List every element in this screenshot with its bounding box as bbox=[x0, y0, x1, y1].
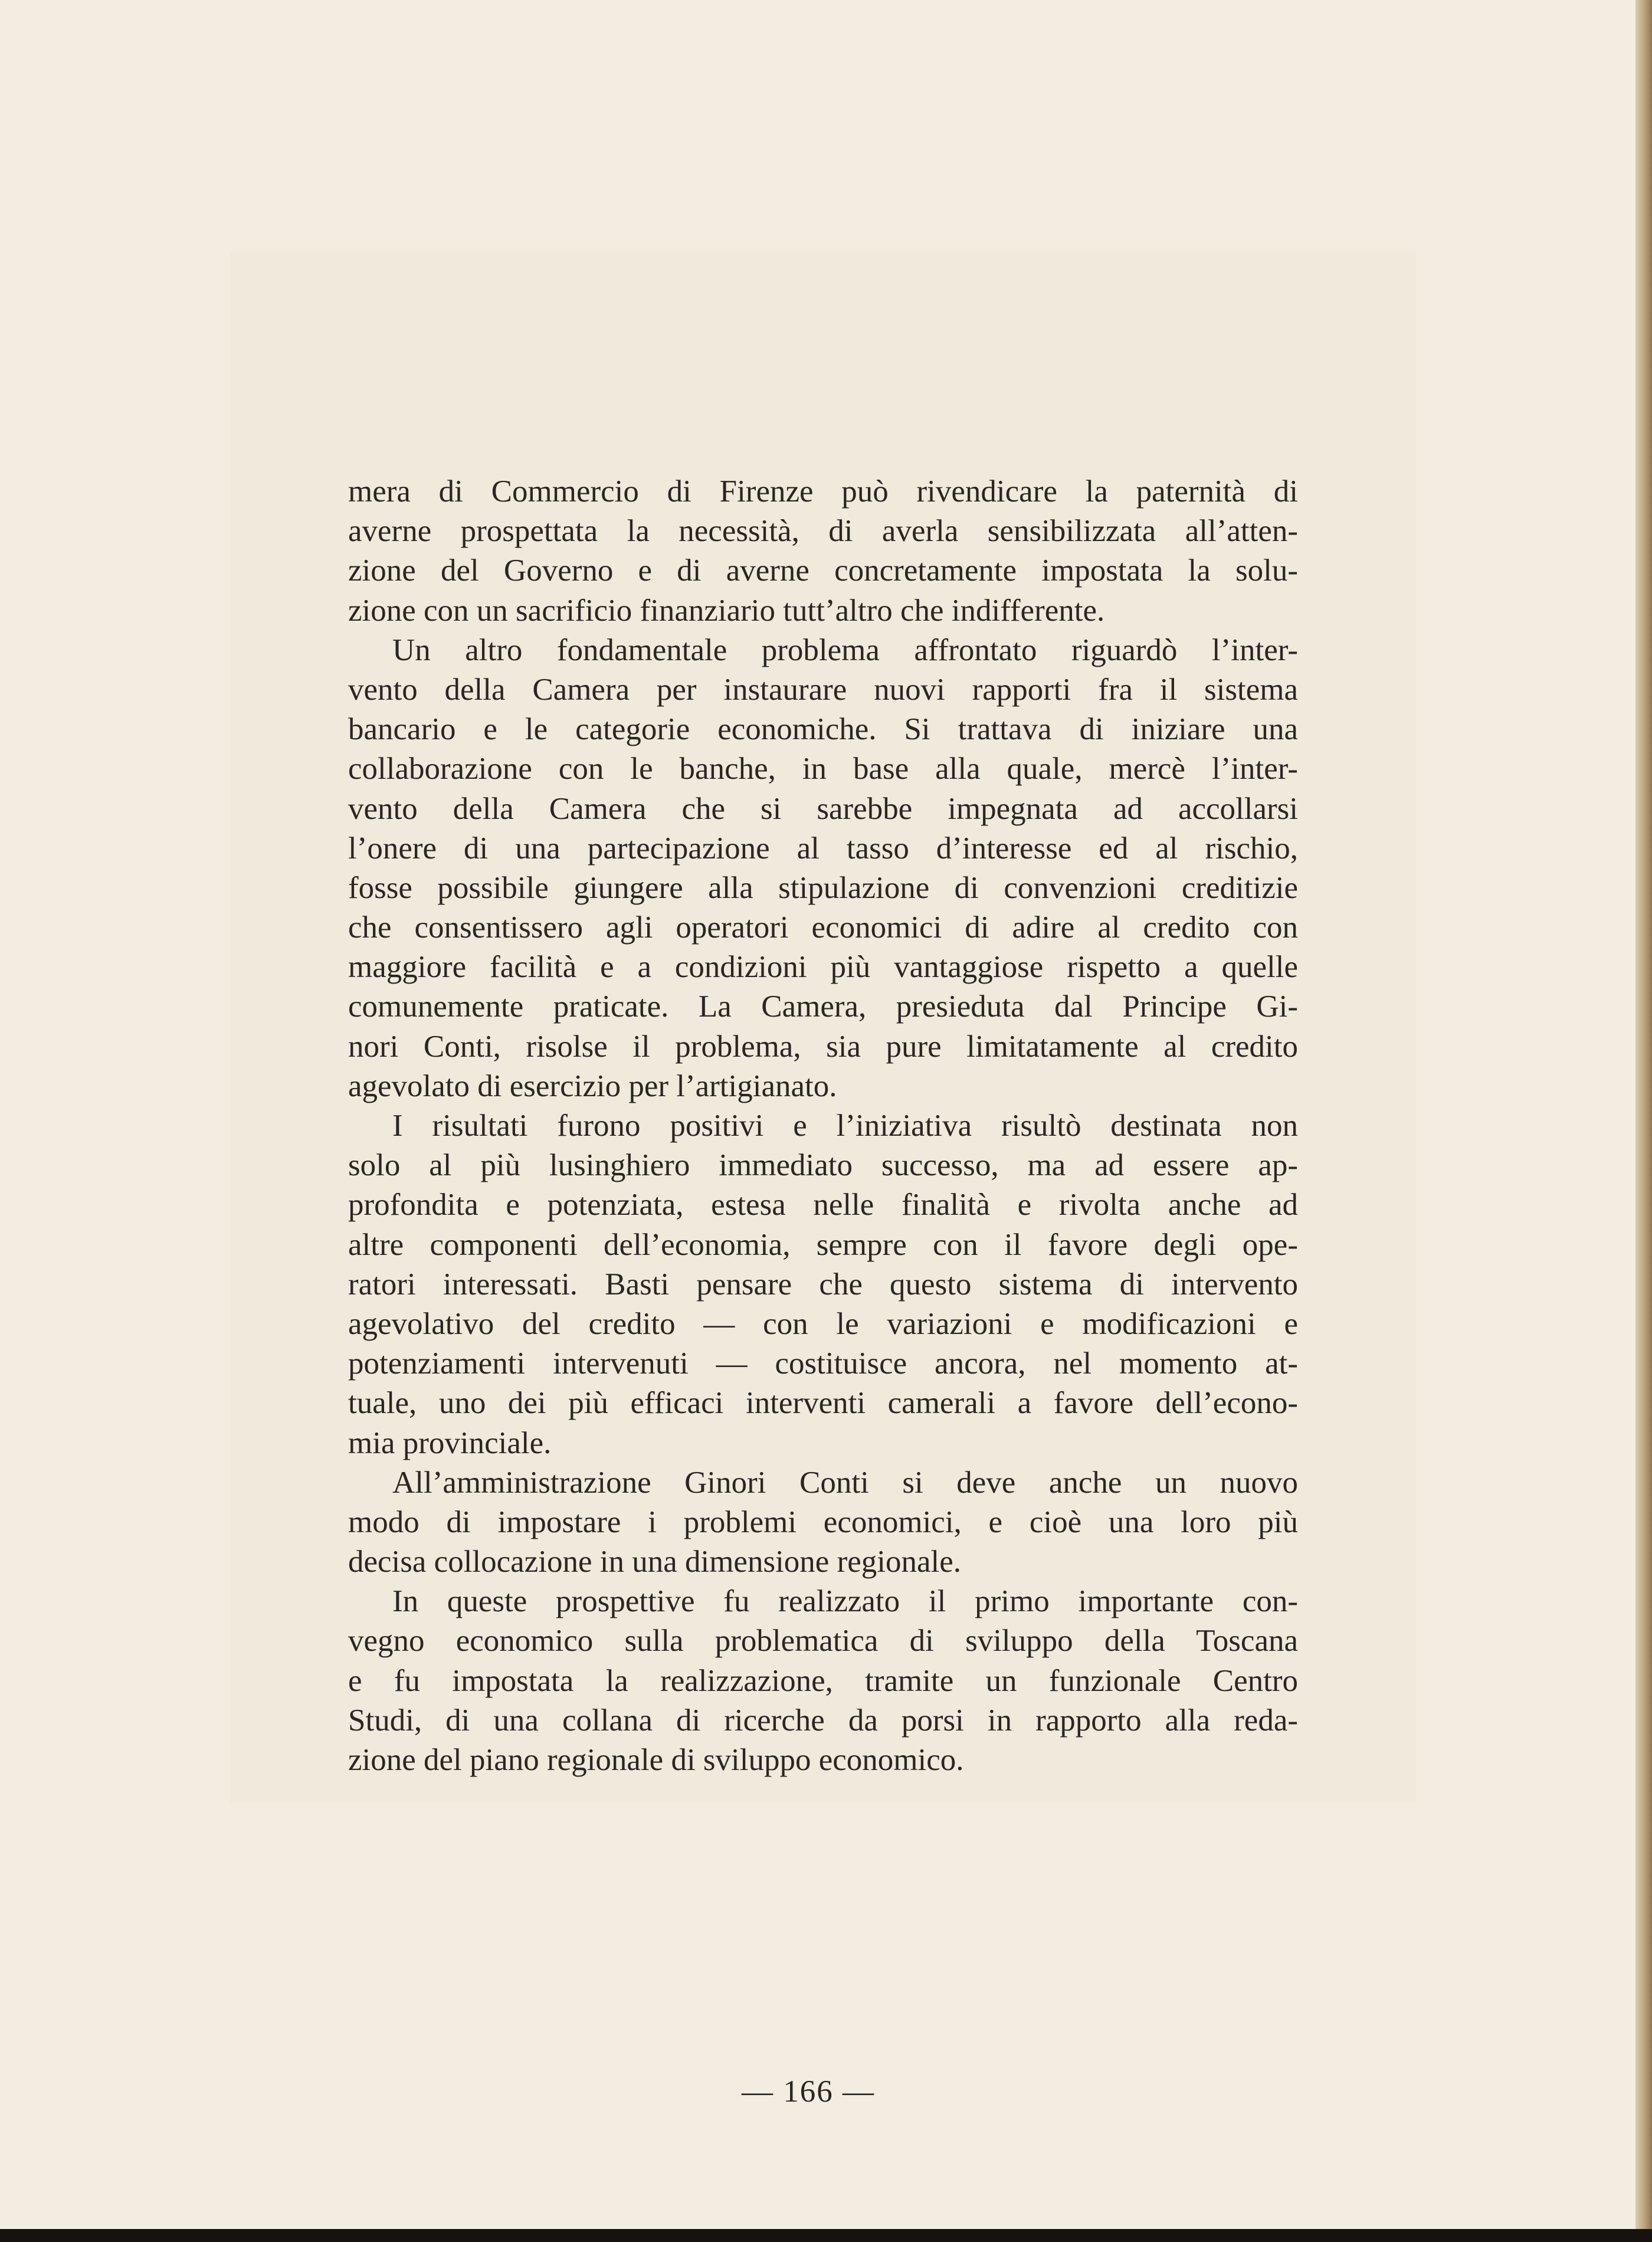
text-line: bancario e le categorie economiche. Si trattava di iniziare una bbox=[348, 712, 1298, 747]
scan-border bbox=[0, 2229, 1652, 2242]
text-line: averne prospettata la necessità, di averla sensibilizzata all’atten- bbox=[348, 514, 1298, 549]
page-number: — 166 — bbox=[742, 2074, 875, 2109]
text-line: ratori interessati. Basti pensare che questo sistema di intervento bbox=[348, 1267, 1298, 1302]
text-line: altre componenti dell’economia, sempre con il favore degli ope- bbox=[348, 1227, 1298, 1262]
paragraph bbox=[348, 1582, 1298, 1780]
text-line: che consentissero agli operatori economici di adire al credito con bbox=[348, 910, 1298, 945]
text-line: solo al più lusinghiero immediato successo, ma ad essere ap- bbox=[348, 1148, 1298, 1183]
text-line: In queste prospettive fu realizzato il primo importante con- bbox=[392, 1584, 1298, 1619]
text-line: All’amministrazione Ginori Conti si deve anche un nuovo bbox=[392, 1465, 1298, 1500]
text-line: l’onere di una partecipazione al tasso d’interesse ed al rischio, bbox=[348, 831, 1298, 866]
text-line: zione con un sacrificio finanziario tutt’altro che indifferente. bbox=[348, 593, 1105, 628]
paragraph bbox=[348, 472, 1298, 631]
text-line: I risultati furono positivi e l’iniziativa risultò destinata non bbox=[392, 1109, 1298, 1143]
text-line: profondita e potenziata, estesa nelle finalità e rivolta anche ad bbox=[348, 1188, 1298, 1222]
text-line: maggiore facilità e a condizioni più vantaggiose rispetto a quelle bbox=[348, 950, 1298, 985]
text-line: fosse possibile giungere alla stipulazione di convenzioni creditizie bbox=[348, 870, 1298, 905]
text-line: vento della Camera per instaurare nuovi rapporti fra il sistema bbox=[348, 672, 1298, 707]
text-line: mera di Commercio di Firenze può rivendicare la paternità di bbox=[348, 474, 1298, 509]
text-line: collaborazione con le banche, in base alla quale, mercè l’inter- bbox=[348, 752, 1298, 786]
text-line: zione del piano regionale di sviluppo economico. bbox=[348, 1743, 964, 1777]
paragraph bbox=[348, 1463, 1298, 1582]
text-line: Un altro fondamentale problema affrontato riguardò l’inter- bbox=[392, 632, 1298, 667]
text-line: e fu impostata la realizzazione, tramite un funzionale Centro bbox=[348, 1663, 1298, 1698]
text-line: nori Conti, risolse il problema, sia pure limitatamente al credito bbox=[348, 1029, 1298, 1064]
body-text bbox=[348, 472, 1298, 1780]
text-line: agevolato di esercizio per l’artigianato. bbox=[348, 1068, 837, 1103]
text-line: tuale, uno dei più efficaci interventi camerali a favore dell’econo- bbox=[348, 1386, 1298, 1421]
book-edge bbox=[1635, 0, 1652, 2242]
text-line: comunemente praticate. La Camera, presieduta dal Principe Gi- bbox=[348, 989, 1298, 1024]
text-line: potenziamenti intervenuti — costituisce ancora, nel momento at- bbox=[348, 1346, 1298, 1381]
paragraph bbox=[348, 631, 1298, 1106]
text-line: mia provinciale. bbox=[348, 1425, 552, 1460]
text-line: zione del Governo e di averne concretamente impostata la solu- bbox=[348, 553, 1298, 588]
text-line: vegno economico sulla problematica di sviluppo della Toscana bbox=[348, 1624, 1298, 1658]
paragraph bbox=[348, 1106, 1298, 1463]
text-line: decisa collocazione in una dimensione regionale. bbox=[348, 1545, 961, 1579]
text-line: Studi, di una collana di ricerche da porsi in rapporto alla reda- bbox=[348, 1703, 1298, 1738]
text-line: vento della Camera che si sarebbe impegnata ad accollarsi bbox=[348, 791, 1298, 826]
text-line: agevolativo del credito — con le variazioni e modificazioni e bbox=[348, 1306, 1298, 1341]
text-line: modo di impostare i problemi economici, e cioè una loro più bbox=[348, 1504, 1298, 1539]
